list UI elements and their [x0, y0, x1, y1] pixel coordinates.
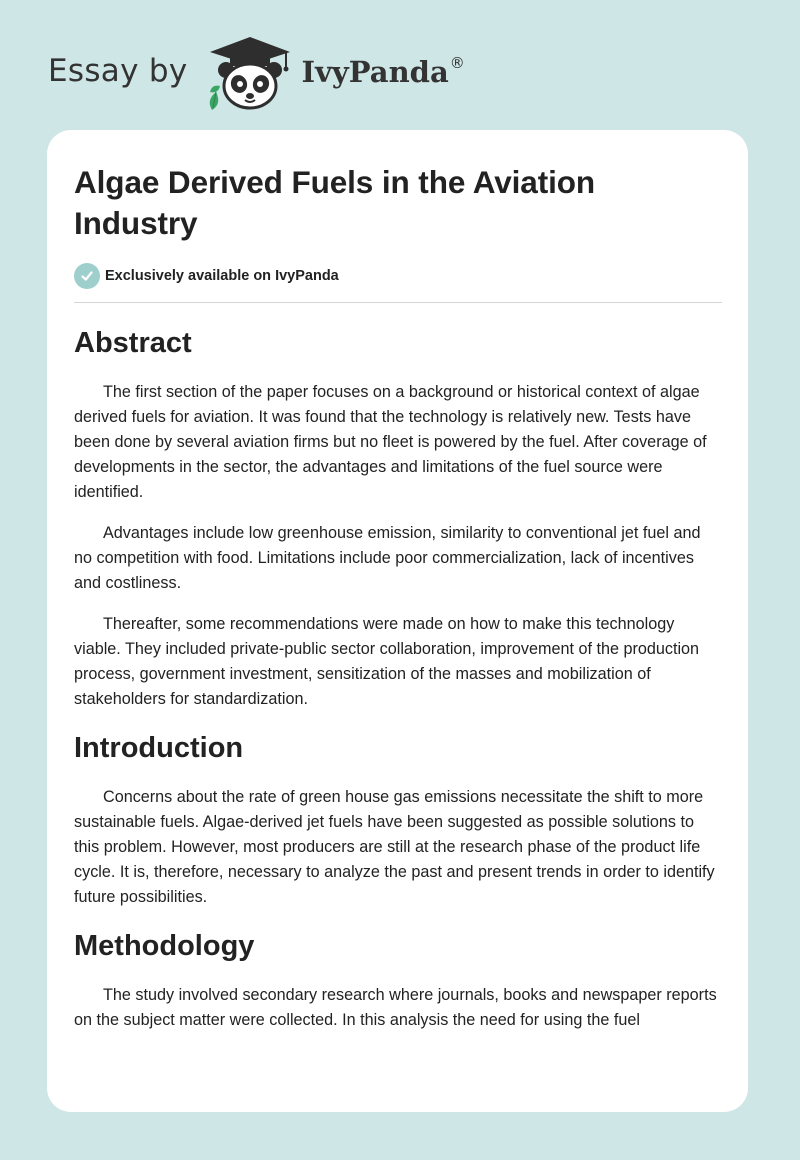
exclusive-badge-text: Exclusively available on IvyPanda	[105, 268, 339, 284]
methodology-paragraph-1: The study involved secondary research where journals, books and newspaper reports on the subject matter were collected. In this analysis the need for using the fuel	[74, 986, 717, 1029]
methodology-heading: Methodology	[74, 930, 255, 962]
abstract-paragraph-2: Advantages include low greenhouse emission, similarity to conventional jet fuel and no competition with food. Limitations include poor commercialization, lack of incentives and costliness.	[74, 524, 701, 592]
site-header	[48, 34, 465, 114]
essay-by-label: Essay by	[48, 53, 188, 89]
abstract-heading: Abstract	[74, 327, 192, 359]
page-title: Algae Derived Fuels in the Aviation Industry	[74, 164, 596, 241]
exclusive-badge	[74, 263, 722, 303]
essay-card	[47, 130, 748, 1112]
introduction-heading: Introduction	[74, 732, 244, 764]
panda-logo-icon[interactable]	[202, 34, 298, 114]
brand-name[interactable]: IvyPanda®	[301, 53, 465, 89]
introduction-paragraph-1: Concerns about the rate of green house gas emissions necessitate the shift to more sustainable fuels. Algae-derived jet fuels have been suggested as possible solutions to this problem. However, most producers are still at the research phase of the product life cycle. It is, therefore, necessary to analyze the past and present trends in order to identify future possibilities.	[74, 788, 715, 906]
checkmark-icon	[74, 263, 100, 289]
abstract-paragraph-1: The first section of the paper focuses on a background or historical context of algae derived fuels for aviation. It was found that the technology is relatively new. Tests have been done by several aviation firms but no fleet is powered by the fuel. After coverage of developments in the sector, the advantages and limitations of the fuel source were identified.	[74, 383, 707, 501]
abstract-paragraph-3: Thereafter, some recommendations were made on how to make this technology viable. They included private-public sector collaboration, improvement of the production process, government investment, sensitization of the masses and mobilization of stakeholders for standardization.	[74, 615, 700, 708]
registered-mark: ®	[449, 53, 465, 72]
